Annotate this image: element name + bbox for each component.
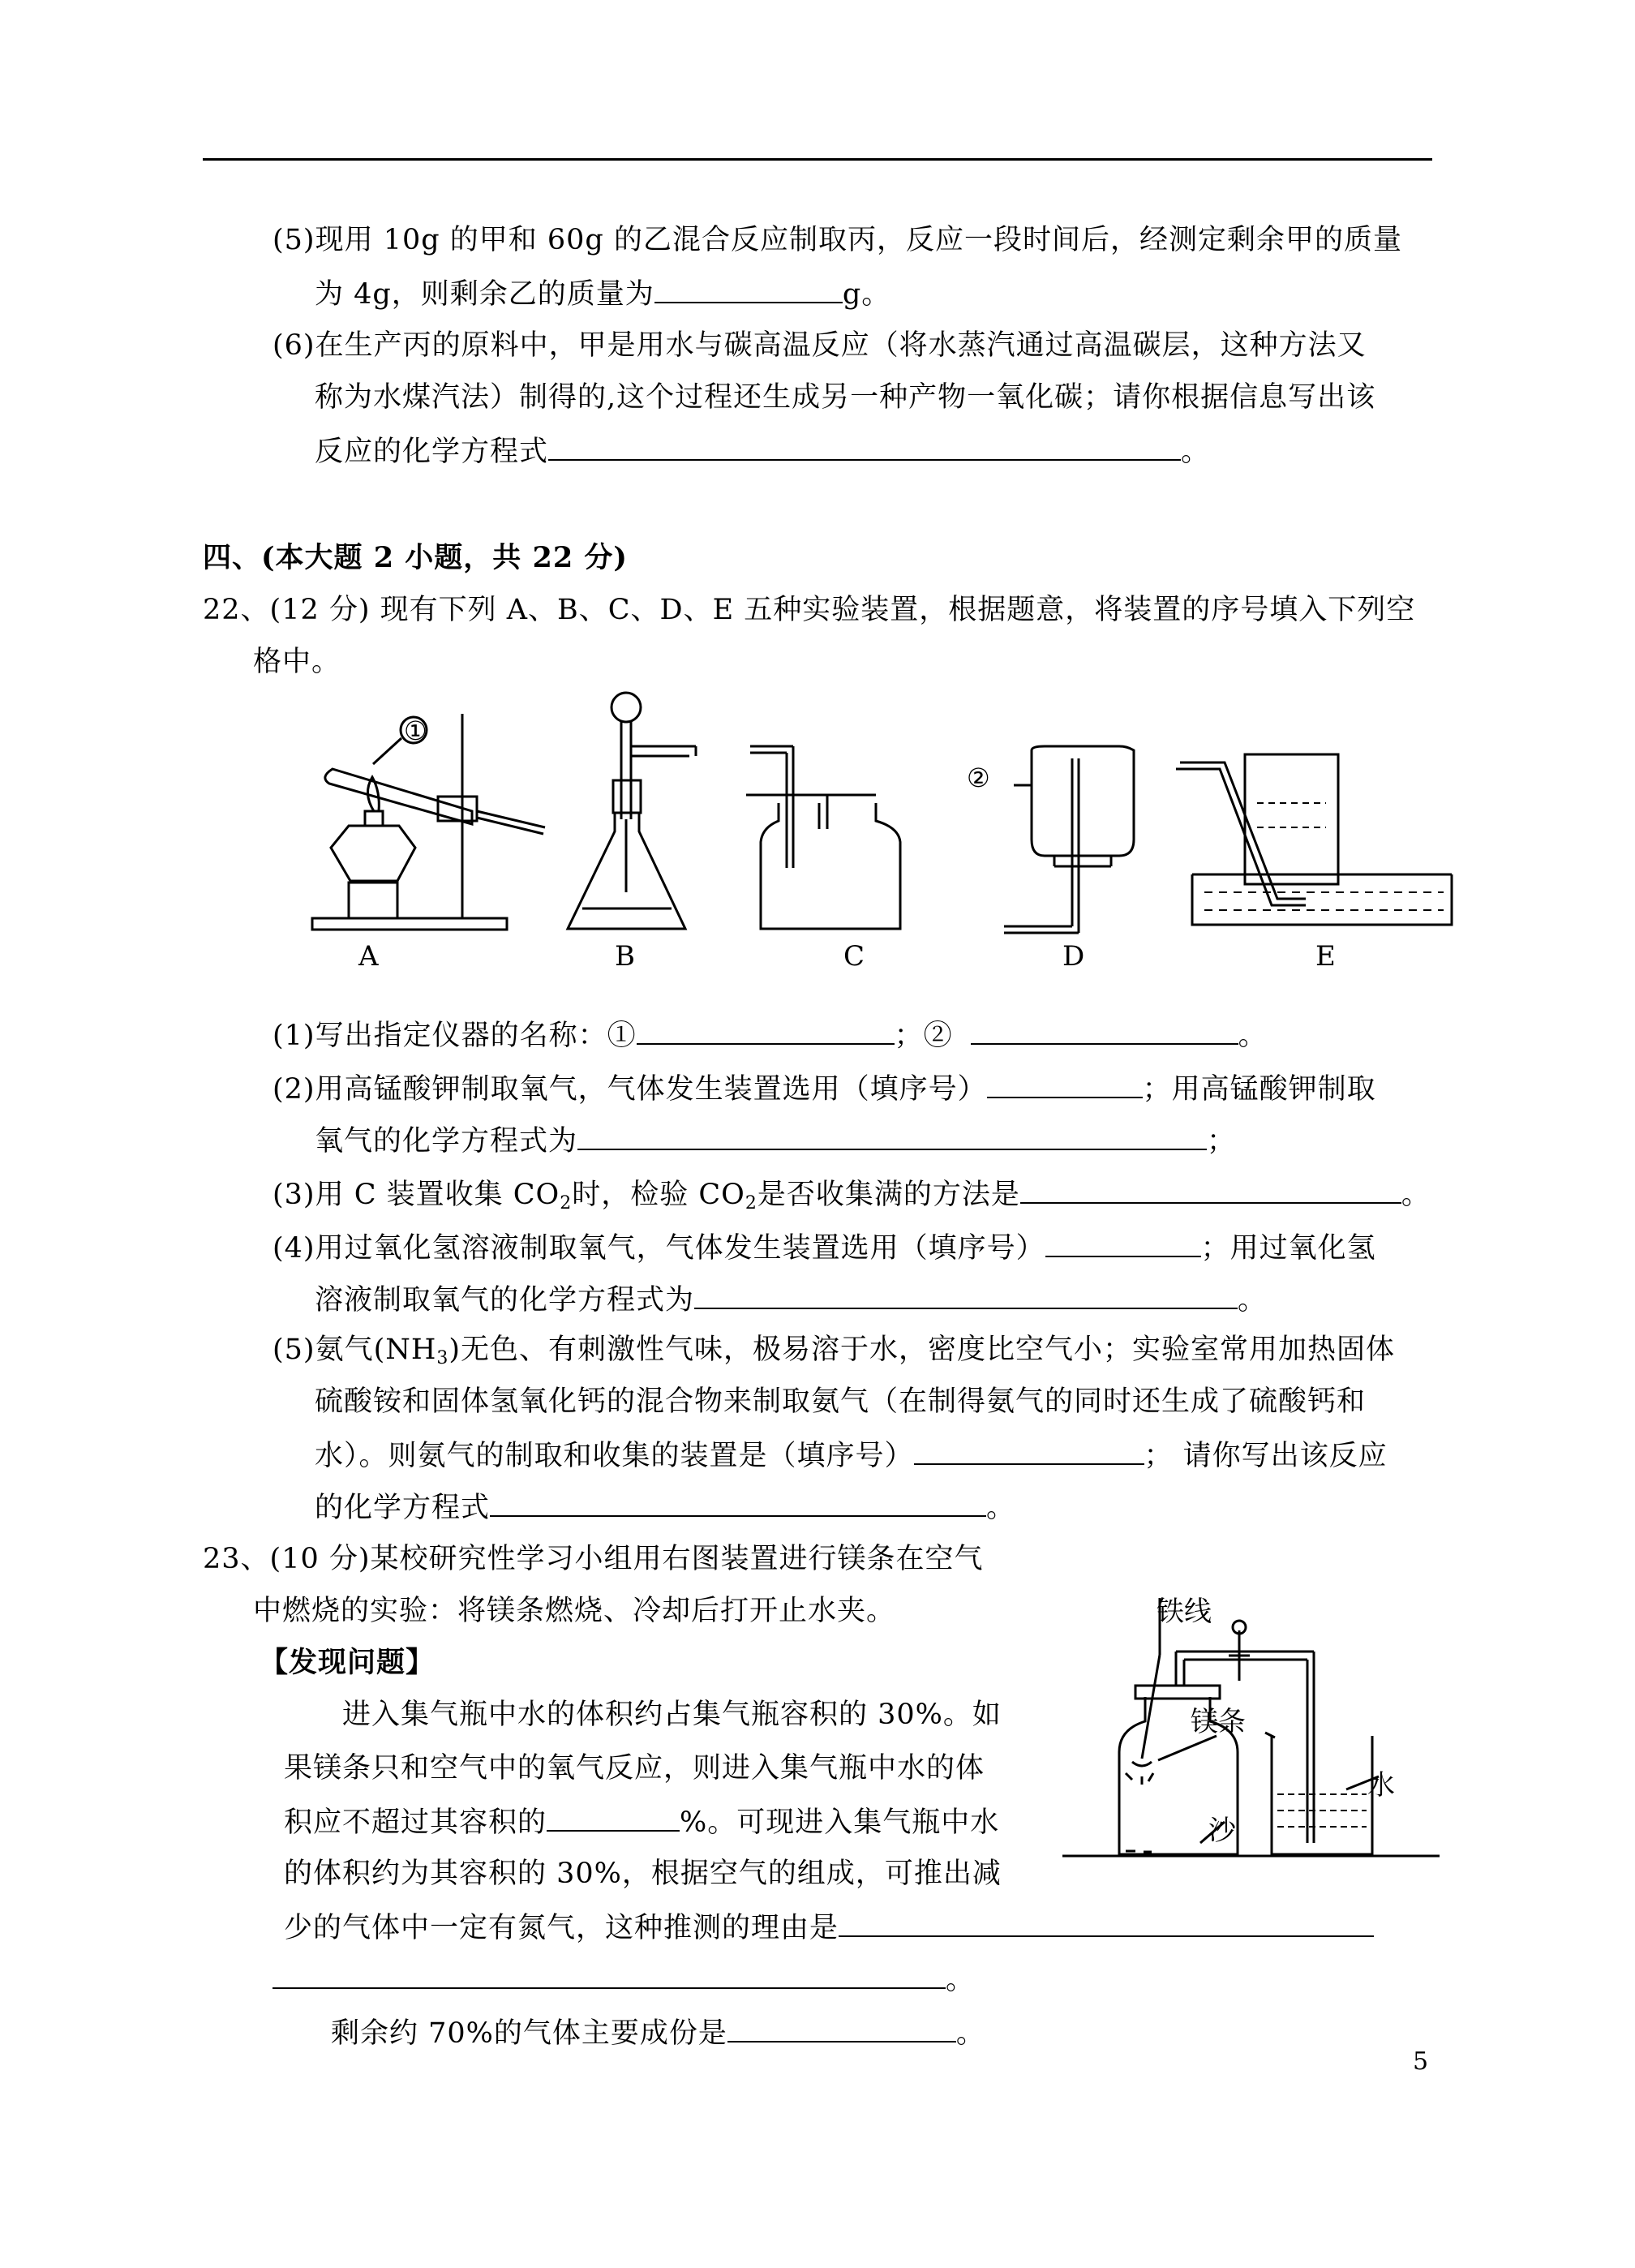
q23-text-6b: 。 xyxy=(946,1964,976,1996)
answer-blank[interactable] xyxy=(987,1067,1143,1098)
q22-p5-text-d: ； 请你写出该反应 xyxy=(1144,1440,1388,1472)
label-e: E xyxy=(1315,940,1336,973)
q22-intro-line2: 格中。 xyxy=(253,646,341,678)
q21-p6-line3 xyxy=(315,430,1210,471)
q22-p5-text: (5)氨气(NH xyxy=(272,1334,437,1366)
apparatus-b xyxy=(568,693,696,929)
q22-intro-line1: 22、(12 分) 现有下列 A、B、C、D、E 五种实验装置，根据题意，将装置的序号填入下列空 xyxy=(203,594,1416,626)
q21-p6-line2: 称为水煤汽法）制得的,这个过程还生成另一种产物一氧化碳；请你根据信息写出该 xyxy=(315,381,1376,414)
q22-p2-text: (2)用高锰酸钾制取氧气，气体发生装置选用（填序号） xyxy=(272,1073,987,1106)
q23-text-3b: %。可现进入集气瓶中水 xyxy=(680,1806,1000,1839)
q23-text-7a: 剩余约 70%的气体主要成份是 xyxy=(331,2017,727,2050)
label-c: C xyxy=(843,940,865,973)
apparatus-d xyxy=(1004,746,1134,933)
q23-text-6 xyxy=(272,1958,975,2000)
q21-p5-unit: g。 xyxy=(842,278,891,311)
answer-blank[interactable] xyxy=(914,1434,1144,1465)
label-water: 水 xyxy=(1367,1769,1395,1802)
q23-text-7 xyxy=(331,2012,985,2053)
subscript: 2 xyxy=(745,1193,757,1213)
q23-text-3 xyxy=(284,1801,999,1842)
q21-p6-end: 。 xyxy=(1181,436,1211,468)
q22-p2-text-b: ；用高锰酸钾制取 xyxy=(1142,1073,1376,1106)
q22-p2-text-c: 氧气的化学方程式为 xyxy=(315,1125,578,1158)
q22-p4-text: (4)用过氧化氢溶液制取氧气，气体发生装置选用（填序号） xyxy=(272,1232,1045,1265)
q23-text-2: 果镁条只和空气中的氧气反应，则进入集气瓶中水的体 xyxy=(284,1752,985,1785)
q22-p4-line2 xyxy=(315,1278,1267,1320)
answer-blank[interactable] xyxy=(1045,1226,1201,1257)
q23-text-4: 的体积约为其容积的 30%，根据空气的组成，可推出减 xyxy=(284,1858,1002,1890)
q22-p1 xyxy=(272,1014,1268,1055)
q22-p4-text-c: 溶液制取氧气的化学方程式为 xyxy=(315,1284,695,1317)
label-b: B xyxy=(615,940,635,973)
apparatus-figure xyxy=(300,689,1460,990)
q22-p1-text: (1)写出指定仪器的名称：① xyxy=(272,1020,637,1052)
q21-p6-line1: (6)在生产丙的原料中，甲是用水与碳高温反应（将水蒸汽通过高温碳层，这种方法又 xyxy=(272,329,1367,362)
q22-p3-end: 。 xyxy=(1401,1179,1431,1211)
q21-p5-text: 为 4g，则剩余乙的质量为 xyxy=(315,278,654,311)
q22-p4-end: 。 xyxy=(1238,1284,1268,1317)
apparatus-e xyxy=(1176,754,1452,925)
q21-p5-line1: (5)现用 10g 的甲和 60g 的乙混合反应制取丙，反应一段时间后，经测定剩余甲的质量 xyxy=(272,224,1402,256)
header-rule xyxy=(203,158,1432,161)
apparatus-c xyxy=(746,746,900,929)
page-number: 5 xyxy=(1413,2047,1429,2076)
q22-p4-line1 xyxy=(272,1226,1376,1268)
q22-p2-line1 xyxy=(272,1067,1376,1109)
answer-blank[interactable] xyxy=(1020,1173,1401,1204)
q22-p5-line2: 硫酸铵和固体氢氧化钙的混合物来制取氨气（在制得氨气的同时还生成了硫酸钙和 xyxy=(315,1385,1367,1418)
answer-blank[interactable] xyxy=(727,2012,956,2042)
magnesium-combustion-figure xyxy=(1054,1582,1452,1866)
q22-p3-text-c: 是否收集满的方法是 xyxy=(757,1179,1020,1211)
answer-blank[interactable] xyxy=(971,1014,1238,1045)
q23-intro-line2: 中燃烧的实验：将镁条燃烧、冷却后打开止水夹。 xyxy=(253,1595,896,1627)
q22-p3-text: (3)用 C 装置收集 CO xyxy=(272,1179,560,1211)
q21-p5-line2 xyxy=(315,273,890,314)
answer-blank[interactable] xyxy=(272,1958,946,1989)
q22-p1-end: 。 xyxy=(1238,1020,1268,1052)
label-mg-strip: 镁条 xyxy=(1191,1706,1246,1738)
label-d: D xyxy=(1062,940,1085,973)
answer-blank[interactable] xyxy=(637,1014,895,1045)
q22-p3-text-b: 时，检验 CO xyxy=(572,1179,745,1211)
q22-p5-text-e: 的化学方程式 xyxy=(315,1492,491,1524)
q22-p5-line1 xyxy=(272,1330,1395,1378)
answer-blank[interactable] xyxy=(548,430,1181,461)
answer-blank[interactable] xyxy=(654,273,843,303)
q23-text-3a: 积应不超过其容积的 xyxy=(284,1806,547,1839)
q22-p5-line4 xyxy=(315,1486,1015,1527)
label-iron-wire: 铁线 xyxy=(1157,1596,1212,1628)
q23-text-1: 进入集气瓶中水的体积约占集气瓶容积的 30%。如 xyxy=(342,1699,1002,1731)
answer-blank[interactable] xyxy=(694,1278,1238,1309)
q22-p4-text-b: ；用过氧化氢 xyxy=(1200,1232,1376,1265)
q22-p5-line3 xyxy=(315,1434,1388,1475)
q22-p2-line2 xyxy=(315,1119,1236,1161)
marker-1: ① xyxy=(404,715,427,746)
q23-text-5 xyxy=(284,1906,1374,1948)
label-a: A xyxy=(358,940,379,973)
q22-p1-sep: ；② xyxy=(894,1020,953,1052)
q22-p5-text-b: )无色、有刺激性气味，极易溶于水，密度比空气小；实验室常用加热固体 xyxy=(448,1334,1396,1366)
answer-blank[interactable] xyxy=(547,1801,680,1832)
subscript: 2 xyxy=(560,1193,573,1213)
q22-p5-end: 。 xyxy=(986,1492,1016,1524)
q23-heading-discover: 【发现问题】 xyxy=(260,1646,436,1679)
apparatus-a xyxy=(312,714,545,930)
marker-2: ② xyxy=(967,762,990,793)
q23-intro-line1: 23、(10 分)某校研究性学习小组用右图装置进行镁条在空气 xyxy=(203,1543,984,1575)
answer-blank[interactable] xyxy=(839,1906,1374,1937)
q23-text-7b: 。 xyxy=(955,2017,985,2050)
section-heading: 四、(本大题 2 小题，共 22 分) xyxy=(203,541,628,574)
q23-text-5a: 少的气体中一定有氮气，这种推测的理由是 xyxy=(284,1912,839,1944)
answer-blank[interactable] xyxy=(577,1119,1207,1150)
q21-p6-text: 反应的化学方程式 xyxy=(315,436,549,468)
q22-p2-end: ； xyxy=(1207,1125,1237,1158)
subscript: 3 xyxy=(436,1348,449,1368)
answer-blank[interactable] xyxy=(490,1486,986,1517)
q22-p3 xyxy=(272,1173,1431,1223)
q22-p5-text-c: 水）。则氨气的制取和收集的装置是（填序号） xyxy=(315,1440,914,1472)
label-sand: 沙 xyxy=(1208,1815,1236,1847)
